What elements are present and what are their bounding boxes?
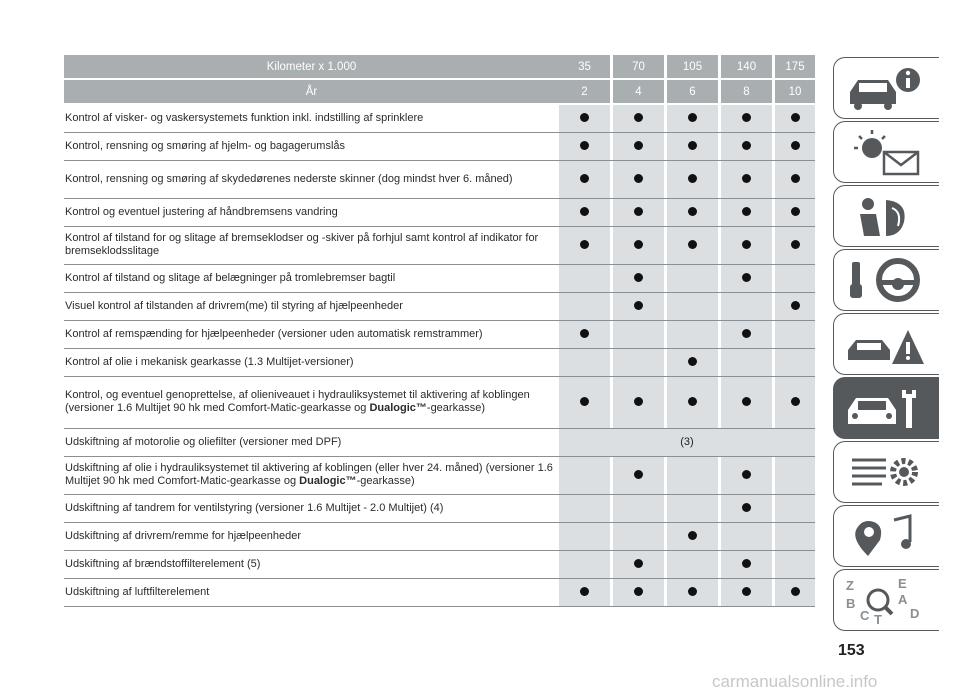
service-dot [688, 587, 697, 596]
table-row [64, 320, 815, 348]
maintenance-car-wrench-icon [842, 384, 930, 434]
task-text: Kontrol af tilstand og slitage af belægninger på tromlebremser bagtil [65, 271, 396, 284]
table-row [64, 264, 815, 292]
service-dot [742, 174, 751, 183]
interval-cell [667, 494, 718, 522]
interval-cell [721, 160, 772, 198]
task-text: Kontrol og eventuel justering af håndbremsens vandring [65, 205, 338, 218]
interval-cell [613, 494, 664, 522]
task-text: Kontrol, og eventuel genoprettelse, af olieniveauet i hydrauliksystemet til aktivering af koblingen (versioner 1.6 Multijet 90 hk med Comfort-Matic-gearkasse og [65, 389, 530, 414]
service-dot [742, 470, 751, 479]
interval-cell [559, 264, 610, 292]
interval-cell [667, 132, 718, 160]
interval-cell [667, 292, 718, 320]
service-dot [634, 141, 643, 150]
km-header-row [64, 55, 815, 79]
interval-cell [613, 292, 664, 320]
service-dot [634, 273, 643, 282]
interval-cell [721, 494, 772, 522]
service-dot [742, 329, 751, 338]
year-value: 8 [721, 79, 772, 104]
service-dot [634, 240, 643, 249]
task-description [64, 132, 559, 160]
table-row [64, 428, 815, 456]
interval-cell [613, 376, 664, 428]
interval-cell [775, 376, 815, 428]
interval-cell [559, 376, 610, 428]
maintenance-schedule-table [64, 55, 815, 607]
service-dot [688, 207, 697, 216]
task-text: Udskiftning af drivrem/remme for hjælpeenheder [65, 529, 301, 542]
task-description [64, 428, 559, 456]
year-header-row [64, 79, 815, 104]
table-row [64, 198, 815, 226]
km-label: Kilometer x 1.000 [64, 55, 559, 79]
chapter-tab-emergency[interactable] [833, 313, 939, 375]
km-value: 175 [775, 55, 815, 79]
task-text: Visuel kontrol af tilstanden af drivrem(me) til styring af hjælpeenheder [65, 299, 403, 312]
service-dot [688, 397, 697, 406]
chapter-tab-technical-data[interactable] [833, 441, 939, 503]
task-description [64, 198, 559, 226]
service-dot [580, 397, 589, 406]
interval-cell [775, 494, 815, 522]
interval-cell [559, 160, 610, 198]
service-dot [634, 174, 643, 183]
service-dot [580, 329, 589, 338]
interval-cell [667, 578, 718, 606]
emergency-icon [842, 320, 930, 370]
interval-cell [721, 522, 772, 550]
interval-cell [613, 160, 664, 198]
chapter-tab-multimedia[interactable] [833, 505, 939, 567]
interval-cell [721, 550, 772, 578]
chapter-tab-maintenance[interactable] [833, 377, 939, 439]
interval-cell [721, 226, 772, 264]
service-dot [791, 174, 800, 183]
table-row [64, 292, 815, 320]
service-dot [634, 113, 643, 122]
task-text-bold: Dualogic™ [369, 402, 427, 414]
service-dot [688, 174, 697, 183]
table-row [64, 376, 815, 428]
task-text: Udskiftning af tandrem for ventilstyring (versioner 1.6 Multijet - 2.0 Multijet) (4) [65, 501, 444, 514]
chapter-tab-safety[interactable] [833, 185, 939, 247]
index-letter: C [860, 608, 870, 623]
task-text: -gearkasse) [426, 402, 485, 414]
warning-lights-icon [842, 128, 930, 178]
chapter-tab-index[interactable] [833, 569, 939, 631]
task-text: Udskiftning af olie i hydrauliksystemet til aktivering af koblingen (eller hver 24. måned) (versioner 1.6 Multijet 90 hk med Comfort-Matic-gearkasse og [65, 462, 553, 487]
year-value: 6 [667, 79, 718, 104]
interval-cell [559, 132, 610, 160]
service-dot [580, 240, 589, 249]
table-row [64, 550, 815, 578]
service-dot [634, 301, 643, 310]
table-row [64, 348, 815, 376]
interval-cell [775, 292, 815, 320]
interval-cell [667, 226, 718, 264]
interval-cell [613, 132, 664, 160]
interval-cell [613, 550, 664, 578]
interval-cell [721, 376, 772, 428]
km-value: 35 [559, 55, 610, 79]
service-dot [580, 141, 589, 150]
year-value: 10 [775, 79, 815, 104]
interval-cell [559, 550, 610, 578]
service-dot [791, 301, 800, 310]
task-text: Udskiftning af motorolie og oliefilter (versioner med DPF) [65, 435, 342, 448]
service-dot [580, 174, 589, 183]
interval-cell [721, 198, 772, 226]
task-description [64, 104, 559, 132]
service-dot [688, 357, 697, 366]
table-row [64, 160, 815, 198]
service-dot [742, 397, 751, 406]
service-dot [580, 207, 589, 216]
table-row [64, 578, 815, 606]
interval-cell [613, 522, 664, 550]
year-value: 4 [613, 79, 664, 104]
interval-cell [775, 264, 815, 292]
watermark: carmanualsonline.info [712, 672, 878, 691]
service-dot [791, 587, 800, 596]
interval-cell [613, 578, 664, 606]
index-letter: A [898, 592, 908, 607]
interval-cell [775, 198, 815, 226]
task-description [64, 522, 559, 550]
table-row [64, 522, 815, 550]
interval-cell [559, 522, 610, 550]
service-dot [742, 240, 751, 249]
interval-cell [613, 198, 664, 226]
interval-cell [559, 292, 610, 320]
table-row [64, 494, 815, 522]
service-dot [791, 141, 800, 150]
interval-cell [667, 456, 718, 494]
interval-cell [667, 160, 718, 198]
task-description [64, 376, 559, 428]
km-value: 105 [667, 55, 718, 79]
task-description [64, 160, 559, 198]
year-label: År [64, 79, 559, 104]
task-description [64, 264, 559, 292]
year-value: 2 [559, 79, 610, 104]
table-row [64, 456, 815, 494]
task-description [64, 550, 559, 578]
interval-cell [559, 226, 610, 264]
service-dot [688, 113, 697, 122]
specs-gear-icon [842, 448, 930, 498]
interval-cell [667, 104, 718, 132]
service-dot [580, 587, 589, 596]
interval-cell [667, 320, 718, 348]
interval-cell [775, 578, 815, 606]
service-dot [742, 141, 751, 150]
km-value: 70 [613, 55, 664, 79]
interval-cell [559, 348, 610, 376]
task-description [64, 494, 559, 522]
service-dot [580, 113, 589, 122]
task-text: Kontrol, rensning og smøring af hjelm- og bagagerumslås [65, 139, 346, 152]
task-text: Kontrol, rensning og smøring af skydedørenes nederste skinner (dog mindst hver 6. måned) [65, 172, 513, 185]
interval-cell [775, 226, 815, 264]
table-row [64, 104, 815, 132]
table-row [64, 132, 815, 160]
task-text: Kontrol af tilstand for og slitage af bremseklodser og -skiver på forhjul samt kontrol af indikator for bremseklodsslitage [65, 232, 539, 257]
service-dot [742, 559, 751, 568]
interval-note: (3) [559, 428, 815, 456]
schedule-rows [64, 104, 815, 606]
index-letter: E [898, 576, 907, 591]
interval-cell [559, 198, 610, 226]
interval-cell [613, 320, 664, 348]
interval-cell [775, 320, 815, 348]
interval-cell [775, 160, 815, 198]
task-text: Kontrol af visker- og vaskersystemets funktion inkl. indstilling af sprinklere [65, 111, 424, 124]
chapter-tab-car-info[interactable] [833, 57, 939, 119]
interval-cell [721, 320, 772, 348]
service-dot [634, 470, 643, 479]
steering-key-icon [842, 256, 930, 306]
index-az-icon [842, 576, 930, 626]
interval-cell [559, 456, 610, 494]
task-description [64, 348, 559, 376]
task-description [64, 456, 559, 494]
task-text: Udskiftning af luftfilterelement [65, 585, 210, 598]
service-dot [791, 207, 800, 216]
interval-cell [613, 104, 664, 132]
service-dot [791, 397, 800, 406]
interval-cell [613, 226, 664, 264]
service-dot [634, 207, 643, 216]
interval-cell [775, 348, 815, 376]
interval-cell [667, 198, 718, 226]
service-dot [742, 207, 751, 216]
task-text: -gearkasse) [356, 475, 415, 487]
chapter-tab-starting-driving[interactable] [833, 249, 939, 311]
interval-cell [721, 264, 772, 292]
task-text: Udskiftning af brændstoffilterelement (5) [65, 557, 261, 570]
interval-cell [721, 104, 772, 132]
index-letter: T [874, 612, 882, 626]
service-dot [791, 113, 800, 122]
interval-cell [613, 348, 664, 376]
interval-cell [667, 264, 718, 292]
service-dot [742, 503, 751, 512]
interval-cell [667, 376, 718, 428]
interval-cell [775, 522, 815, 550]
interval-cell [559, 320, 610, 348]
interval-cell [667, 348, 718, 376]
interval-cell [775, 104, 815, 132]
service-dot [634, 559, 643, 568]
interval-cell [613, 264, 664, 292]
index-letter: Z [846, 578, 854, 593]
interval-cell [775, 132, 815, 160]
car-info-icon [842, 64, 930, 114]
km-value: 140 [721, 55, 772, 79]
interval-cell [559, 578, 610, 606]
service-dot [742, 273, 751, 282]
task-text: Kontrol af remspænding for hjælpeenheder (versioner uden automatisk remstrammer) [65, 327, 483, 340]
task-description [64, 292, 559, 320]
task-text: Kontrol af olie i mekanisk gearkasse (1.3 Multijet-versioner) [65, 355, 354, 368]
service-dot [742, 587, 751, 596]
safety-airbag-icon [842, 192, 930, 242]
task-description [64, 578, 559, 606]
interval-cell [613, 456, 664, 494]
table-row [64, 226, 815, 264]
multimedia-icon [842, 512, 930, 562]
interval-cell [559, 104, 610, 132]
interval-cell [667, 522, 718, 550]
service-dot [634, 587, 643, 596]
page-number: 153 [838, 642, 865, 659]
interval-cell [721, 292, 772, 320]
service-dot [688, 240, 697, 249]
interval-cell [721, 456, 772, 494]
service-dot [688, 141, 697, 150]
index-letter: B [846, 596, 856, 611]
index-letter: D [910, 606, 920, 621]
interval-cell [775, 550, 815, 578]
service-dot [742, 113, 751, 122]
interval-cell [559, 494, 610, 522]
interval-cell [721, 348, 772, 376]
interval-cell [721, 578, 772, 606]
interval-cell [775, 456, 815, 494]
task-description [64, 320, 559, 348]
service-dot [688, 531, 697, 540]
task-text-bold: Dualogic™ [299, 475, 357, 487]
service-dot [791, 240, 800, 249]
service-dot [634, 397, 643, 406]
task-description [64, 226, 559, 264]
interval-cell [721, 132, 772, 160]
interval-cell [667, 550, 718, 578]
chapter-tab-warning-lights[interactable] [833, 121, 939, 183]
